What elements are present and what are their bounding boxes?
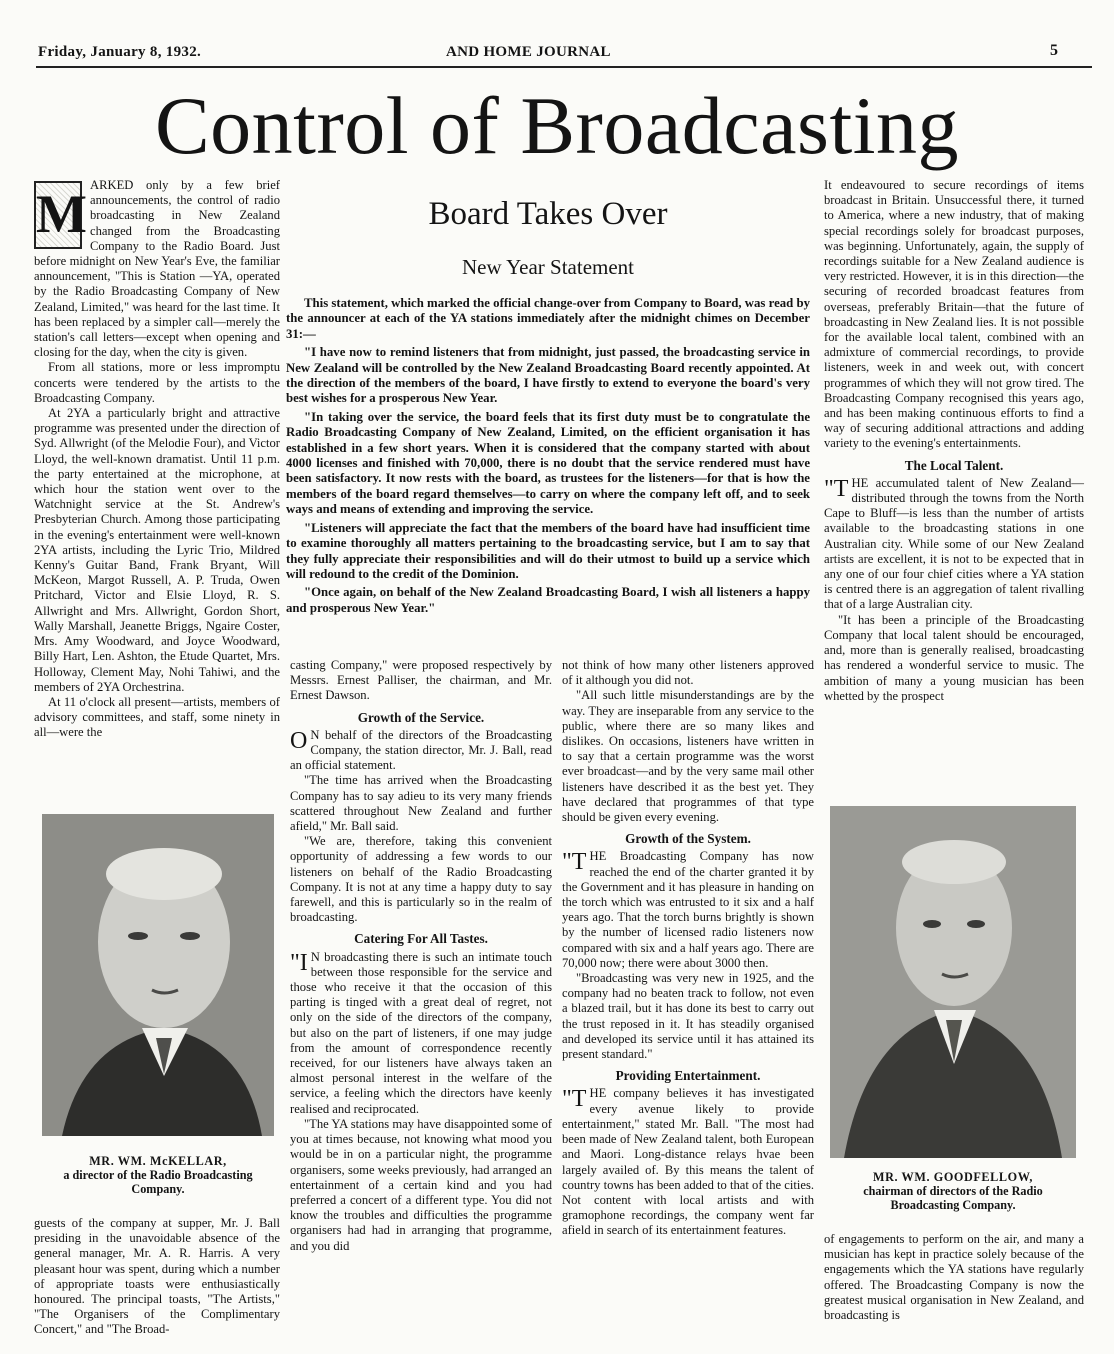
portrait-photo-goodfellow	[830, 806, 1076, 1158]
paragraph: "It has been a principle of the Broadcasting Company that local talent should be encouraged, and, more than is generally realised, broadcasting has rendered a wonderful service to music. The ambition of many a young musician has been whetted by the prospect	[824, 612, 1084, 703]
paragraph: not think of how many other listeners approved of it although you did not.	[562, 658, 814, 688]
paragraph: guests of the company at supper, Mr. J. Ball presiding in the unavoidable absence of the general manager, Mr. A. R. Harris. A very pleasant hour was spent, during which a number of appropriate toasts were enthusiastically honoured. The principal toasts, "The Artists," "The Organisers of the Complimentary Concert," and "The Broad-	[34, 1216, 280, 1337]
headline: Control of Broadcasting	[154, 80, 960, 171]
subheading: The Local Talent.	[904, 457, 1004, 473]
paragraph: of engagements to perform on the air, and many a musician has kept in practice solely because of the engagements which the YA stations have regularly offered. The Broadcasting Company is now the greatest musical organisation in New Zealand, and broadcasting is	[824, 1232, 1084, 1323]
page-number: 5	[1050, 42, 1058, 59]
portrait-photo-mckellar	[42, 814, 274, 1136]
caption-name: MR. WM. McKELLAR,	[89, 1154, 227, 1168]
statement-paragraph: "In taking over the service, the board feels that its first duty must be to congratulate the Radio Broadcasting Company of New Zealand, Limited, on the efficient organisation it has established in a few short years. When it is considered that the company started with about 4000 licenses and finished with 70,000, there is no doubt that the service rendered must have been satisfactory. It now rests with the board, as trustees for the listeners—for that is how the members of the board regard themselves—to carry on where the company left off, and to seek ways and means of extending and improving the service.	[286, 409, 810, 517]
caption-description: chairman of directors of the Radio Broadcasting Company.	[863, 1184, 1043, 1212]
paragraph: "Broadcasting was very new in 1925, and the company had no beaten track to follow, not even a blazed trail, but it has done its best to carry out the trust reposed in it. It has steadily organised and developed its service until it has attained its present standard."	[562, 971, 814, 1062]
statement-paragraph: "I have now to remind listeners that from midnight, just passed, the broadcasting service in New Zealand will be controlled by the New Zealand Broadcasting Board recently appointed. At the direction of the members of the board, I have firstly to extend to everyone the board's very best wishes for a prosperous New Year.	[286, 345, 810, 406]
initial-cap: "T	[562, 849, 587, 876]
subheading: Providing Entertainment.	[615, 1068, 761, 1084]
column-1-continued	[34, 1216, 280, 1338]
subheading: Growth of the Service.	[357, 709, 485, 725]
subheading: Growth of the System.	[625, 831, 751, 847]
journal-title: AND HOME JOURNAL	[446, 44, 611, 60]
paragraph: "I N broadcasting there is such an intimate touch between those responsible for the service and those who receive it that the occasion of this parting is tinged with a great deal of regret, not only on the side of the directors of the company, but also on the part of listeners, if one may judge from the amount of correspondence recently received, for our listeners have always taken an almost personal interest in the welfare of the service, a feeling which the directors have keenly realised and reciprocated.	[290, 949, 552, 1116]
paragraph: From all stations, more or less impromptu concerts were tendered by the artists to the Broadcasting Company.	[34, 360, 280, 405]
paragraph: At 2YA a particularly bright and attractive programme was presented under the direction of Syd. Allwright (of the Melodie Four), and Victor Lloyd, the well-known dramatist. Until 11 p.m. the party entertained at the microphone, at which hour the station went over to the Watchnight service at the St. Andrew's Presbyterian Church. Among those participating in the evening's entertainment were well-known 2YA artists, including the Lyric Trio, Mildred Kenny's Guitar Band, Frank Bryant, Will McKeon, Margot Russell, A. P. Truda, Owen Pritchard, Victor and Elsie Lloyd, R. S. Allwright and Mrs. Allwright, Gordon Short, Wally Marshall, Jeanette Briggs, Ngaire Coster, Mrs. Amy Woodward, and Joyce Woodward, Billy Hart, Len. Ashton, the Etude Quartet, Mrs. Holloway, Clement May, Nohi Tahiwi, and the members of 2YA Orchestrina.	[34, 406, 280, 694]
column-4	[824, 178, 1084, 704]
column-3	[562, 658, 814, 1239]
deck-subtitle: New Year Statement	[461, 255, 635, 279]
paragraph: At 11 o'clock all present—artists, members of advisory committees, and staff, some ninety in all—were the	[34, 694, 280, 740]
initial-cap: O	[290, 727, 308, 754]
subheading: Catering For All Tastes.	[354, 931, 488, 947]
paragraph: "All such little misunderstandings are by the way. They are inseparable from any service to the public, where there are so many likes and dislikes. On occasions, listeners have written in to say that a certain programme was the worst ever broadcast—and by the very same mail other listeners have described it as the best yet. They have declared that programmes of that type should be given every evening.	[562, 688, 814, 825]
statement-intro: This statement, which marked the official change-over from Company to Board, was read by the announcer at each of the YA stations immediately after the midnight chimes on December 31:—	[286, 296, 810, 341]
paragraph: ARKED only by a few brief announcements, the control of radio broadcasting in New Zealand changed from the Broadcasting Company to the Radio Board. Just before midnight on New Year's Eve, the familiar announcement, "This is Station —YA, operated by the Radio Broadcasting Company of New Zealand, Limited," was heard for the last time. It has been replaced by a simpler call—merely the station's call letters—except when opening and closing for the day, when the city is given.	[34, 178, 280, 360]
initial-cap: "I	[290, 949, 308, 976]
statement-paragraph: "Listeners will appreciate the fact that the members of the board have had insufficient time to examine thoroughly all matters pertaining to the broadcasting service, but I am to say that they fully appreciate their responsibilities and will do their utmost to build up a service which will redound to the credit of the Dominion.	[286, 520, 810, 581]
column-4-continued	[824, 1232, 1084, 1323]
photo-caption-goodfellow	[830, 1170, 1076, 1212]
caption-name: MR. WM. GOODFELLOW,	[872, 1170, 1034, 1184]
paragraph: "THE Broadcasting Company has now reached the end of the charter granted it by the Government and it has pleasure in handing on the torch which was entrusted to it six and a half years ago. That the torch burns brightly is shown by the number of licensed radio listeners now compared with six and a half years ago. There are 70,000 now; there were about 3000 then.	[562, 849, 814, 970]
paragraph: "THE company believes it has investigated every avenue likely to provide entertainment," stated Mr. Ball. "The most had been made of New Zealand talent, both European and Maori. Long-distance relays hvae been largely availed of. By this means the talent of country towns has been added to that of the cities. Not content with local artists and with gramophone recordings, the company went far afield in search of its entertainment features.	[562, 1086, 814, 1238]
column-2	[290, 658, 552, 1254]
photo-caption-mckellar	[42, 1154, 274, 1196]
initial-cap: "T	[562, 1086, 587, 1113]
official-statement	[286, 296, 810, 619]
deck-title: Board Takes Over	[428, 196, 668, 232]
paragraph: "The YA stations may have disappointed some of you at times because, not knowing what mood you would be in on a particular night, the programme organisers, some weeks previously, had arranged an entertainment of a certain kind and you had preferred a concert of a different type. You did not know the troubles and difficulties the programme organisers had had in arranging that programme, and you did	[290, 1116, 552, 1253]
caption-description: a director of the Radio Broadcasting Company.	[63, 1168, 253, 1196]
statement-paragraph: "Once again, on behalf of the New Zealand Broadcasting Board, I wish all listeners a happy and prosperous New Year."	[286, 585, 810, 615]
paragraph: "The time has arrived when the Broadcasting Company has to say adieu to its very many friends scattered throughout New Zealand and further afield," Mr. Ball said.	[290, 773, 552, 834]
paragraph: It endeavoured to secure recordings of items broadcast in Britain. Unsuccessful there, it turned to America, where a new industry, that of making special recordings solely for broadcast purposes, was beginning. Unfortunately, again, the supply of recordings suitable for a New Zealand audience is very restricted. However, it is in this direction—the securing of recorded broadcast features from overseas, preferably Britain—that the future of broadcasting in New Zealand lies. It is not possible for the available local talent, combined with an admixture of commercial recordings, to provide listeners, week in and week out, with concert programmes of which they will not grow tired. The Broadcasting Company recognised this years ago, and has been making continuous efforts to find a way of securing additional attractions and adding variety to the evening's entertainments.	[824, 178, 1084, 451]
header-rule	[36, 66, 1092, 68]
issue-date: Friday, January 8, 1932.	[38, 44, 202, 60]
drop-cap: M	[34, 181, 82, 249]
paragraph: "THE accumulated talent of New Zealand—distributed through the towns from the North Cape to Bluff—is less than the number of artists available to the broadcasting stations in one Australian city. While some of our New Zealand artists are excellent, it is not to be expected that in any one of our four chief cities where a YA station is centred there is an aggregation of talent rivalling that of a large Australian city.	[824, 475, 1084, 612]
column-1	[34, 178, 280, 741]
paragraph: casting Company," were proposed respectively by Messrs. Ernest Palliser, the chairman, and Mr. Ernest Dawson.	[290, 658, 552, 703]
paragraph: O N behalf of the directors of the Broadcasting Company, the station director, Mr. J. Ball, read an official statement.	[290, 727, 552, 773]
deck	[286, 178, 810, 280]
initial-cap: "T	[824, 475, 849, 502]
paragraph: "We are, therefore, taking this convenient opportunity of addressing a few words to our listeners on behalf of the Radio Broadcasting Company. It is not at any time a happy duty to say farewell, and this is particularly so in the realm of broadcasting.	[290, 834, 552, 925]
